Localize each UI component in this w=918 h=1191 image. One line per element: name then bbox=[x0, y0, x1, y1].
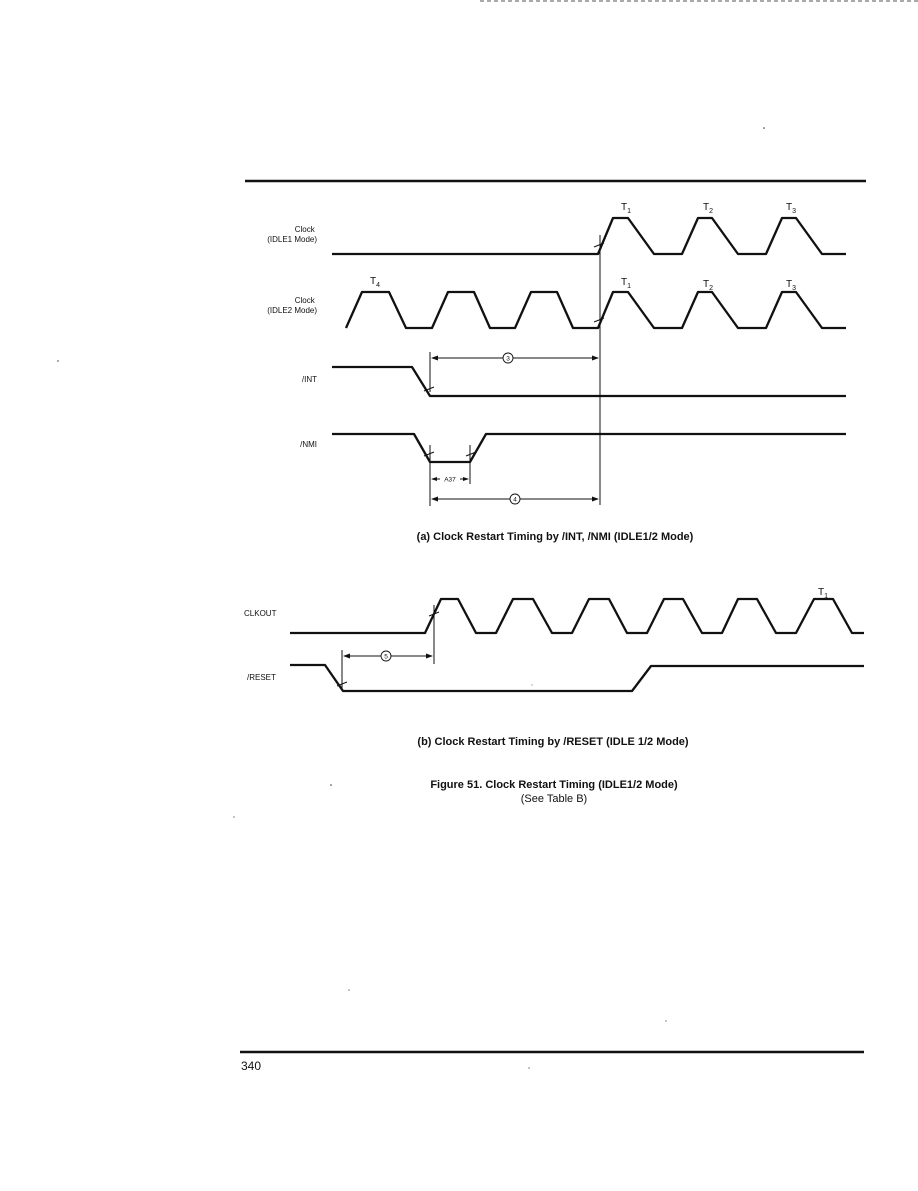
clock-idle2-waveform bbox=[346, 292, 846, 328]
idle2-state-t1: $T_1$ bbox=[621, 277, 632, 290]
figure-note: (See Table B) bbox=[520, 793, 588, 805]
reset-interval-arrow-left bbox=[343, 654, 350, 659]
scan-speck bbox=[57, 360, 58, 361]
clkout-state-t1: $T_1$ bbox=[818, 587, 829, 600]
scan-speck bbox=[532, 685, 533, 686]
scan-speck bbox=[330, 784, 332, 786]
int-interval-arrow-left bbox=[431, 356, 438, 361]
clock-idle1-waveform bbox=[332, 218, 846, 254]
idle1-state-t2: $T_2$ bbox=[703, 202, 714, 215]
scan-speck bbox=[348, 989, 349, 990]
nmi-width-arrow-left bbox=[431, 477, 437, 481]
nmi-marker-label: 4 bbox=[513, 496, 517, 504]
clock-idle2-label bbox=[267, 296, 317, 315]
int-marker-label: 3 bbox=[506, 355, 510, 363]
nmi-label: /NMI bbox=[300, 440, 317, 449]
reset-waveform bbox=[290, 665, 864, 691]
nmi-width-arrow-right bbox=[463, 477, 469, 481]
nmi-interval-arrow-right bbox=[592, 497, 599, 502]
idle1-state-t1: $T_1$ bbox=[621, 202, 632, 215]
nmi-waveform bbox=[332, 434, 846, 462]
reset-interval-arrow-right bbox=[426, 654, 433, 659]
diagram-a-caption: (a) Clock Restart Timing by /INT, /NMI (IDLE1/2 Mode) bbox=[416, 531, 694, 543]
idle2-state-t3: $T_3$ bbox=[786, 279, 797, 292]
diagram-b bbox=[244, 587, 864, 748]
nmi-interval-arrow-left bbox=[431, 497, 438, 502]
idle2-state-t4: $T_4$ bbox=[370, 276, 381, 289]
diagram-b-caption: (b) Clock Restart Timing by /RESET (IDLE 1/2 Mode) bbox=[417, 736, 689, 748]
int-label: /INT bbox=[301, 375, 317, 384]
clock-idle1-label bbox=[267, 225, 317, 244]
reset-marker-label: 5 bbox=[384, 653, 388, 661]
int-interval-arrow-right bbox=[592, 356, 599, 361]
clock-idle2-label-line2: (IDLE2 Mode) bbox=[267, 306, 317, 315]
clock-idle2-label-line1: Clock bbox=[294, 296, 315, 305]
clock-idle1-label-line1: Clock bbox=[294, 225, 315, 234]
idle2-state-t2: $T_2$ bbox=[703, 279, 714, 292]
scan-speck bbox=[233, 816, 234, 817]
clkout-waveform bbox=[290, 599, 864, 633]
scan-speck bbox=[665, 1020, 666, 1021]
nmi-width-label: A37 bbox=[444, 476, 456, 484]
scan-speck bbox=[528, 1067, 529, 1068]
figure-title: Figure 51. Clock Restart Timing (IDLE1/2 Mode) bbox=[430, 779, 678, 791]
clock-idle1-label-line2: (IDLE1 Mode) bbox=[267, 235, 317, 244]
idle1-state-t3: $T_3$ bbox=[786, 202, 797, 215]
diagram-a bbox=[267, 202, 846, 543]
reset-label: /RESET bbox=[247, 673, 276, 682]
scan-speck bbox=[763, 127, 765, 129]
page-number: 340 bbox=[241, 1059, 262, 1073]
clkout-label: CLKOUT bbox=[244, 609, 277, 618]
int-waveform bbox=[332, 367, 846, 396]
